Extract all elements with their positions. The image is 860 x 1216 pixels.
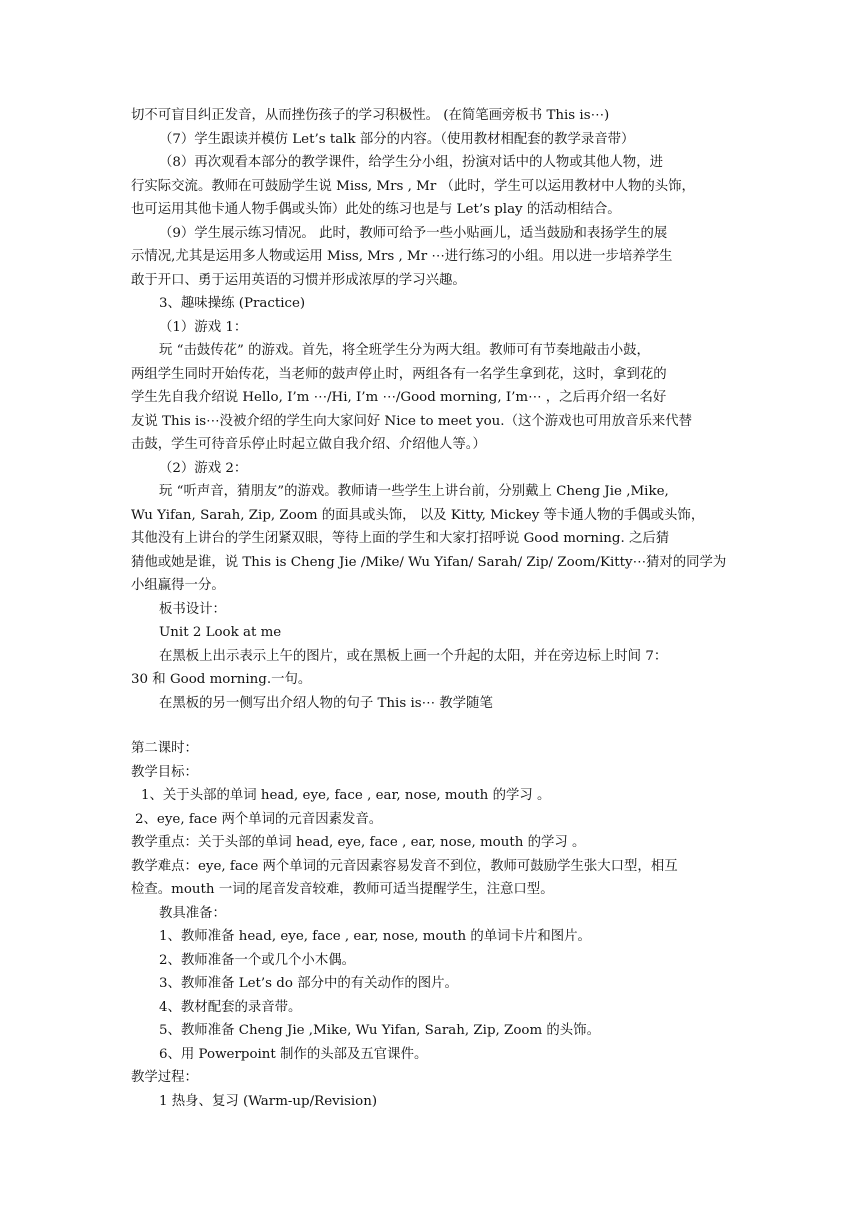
text-line: 30 和 Good morning.一句。 [131, 672, 312, 687]
text-line: （1）游戏 1： [159, 319, 248, 335]
text-line: 教学目标： [131, 764, 198, 780]
text-line: （9）学生展示练习情况。 此时，教师可给予一些小贴画儿，适当鼓励和表扬学生的展 [159, 225, 668, 241]
text-line: Unit 2 Look at me [159, 625, 282, 640]
text-line: 板书设计： [159, 601, 226, 617]
text-line: 4、教材配套的录音带。 [159, 999, 302, 1015]
text-line: 玩 “听声音，猜朋友”的游戏。教师请一些学生上讲台前，分别戴上 Cheng Jie ,Mike, [159, 484, 669, 499]
text-line: 2、教师准备一个或几个小木偶。 [159, 952, 355, 968]
text-line: （7）学生跟读并模仿 Let’s talk 部分的内容。（使用教材相配套的教学录音带） [159, 131, 635, 147]
text-line: 检查。mouth 一词的尾音发音较难，教师可适当提醒学生，注意口型。 [131, 882, 554, 897]
text-line: 友说 This is⋯没被介绍的学生向大家问好 Nice to meet you.（这个游戏也可用放音乐来代替 [131, 413, 693, 429]
text-line: 教学过程： [131, 1070, 198, 1085]
text-line: 玩 “击鼓传花” 的游戏。首先，将全班学生分为两大组。教师可有节奏地敲击小鼓， [159, 343, 650, 358]
text-line: 行实际交流。教师在可鼓励学生说 Miss, Mrs , Mr （此时，学生可以运用教材中人物的头饰， [131, 178, 695, 194]
text-line: 小组赢得一分。 [131, 578, 225, 593]
text-line: 在黑板的另一侧写出介绍人物的句子 This is⋯ 教学随笔 [159, 695, 493, 711]
text-line: 1、教师准备 head, eye, face , ear, nose, mouth 的单词卡片和图片。 [159, 929, 591, 944]
text-line: 敢于开口、勇于运用英语的习惯并形成浓厚的学习兴趣。 [131, 272, 466, 288]
text-line: 6、用 Powerpoint 制作的头部及五官课件。 [159, 1046, 428, 1062]
text-line: 教学重点：关于头部的单词 head, eye, face , ear, nose, mouth 的学习 。 [131, 835, 586, 850]
text-line: （8）再次观看本部分的教学课件，给学生分小组，扮演对话中的人物或其他人物，进 [159, 155, 663, 170]
text-line: 示情况,尤其是运用多人物或运用 Miss, Mrs , Mr ⋯进行练习的小组。用以进一步培养学生 [131, 249, 673, 264]
text-line: 5、教师准备 Cheng Jie ,Mike, Wu Yifan, Sarah, Zip, Zoom 的头饰。 [159, 1023, 600, 1038]
text-line: 其他没有上讲台的学生闭紧双眼，等待上面的学生和大家打招呼说 Good morning. 之后猜 [131, 531, 670, 546]
text-line: 1、关于头部的单词 head, eye, face , ear, nose, mouth 的学习 。 [141, 788, 551, 803]
text-line: 1 热身、复习 (Warm-up/Revision) [159, 1093, 378, 1109]
text-line: 第二课时： [131, 741, 198, 756]
text-line: 学生先自我介绍说 Hello, I’m ⋯/Hi, I’m ⋯/Good morning, I’m⋯ ，之后再介绍一名好 [131, 390, 667, 405]
lesson-one-section [131, 104, 731, 715]
text-line: 3、趣味操练 (Practice) [159, 296, 306, 311]
text-line: 猜他或她是谁，说 This is Cheng Jie /Mike/ Wu Yifan/ Sarah/ Zip/ Zoom/Kitty⋯猜对的同学为 [131, 554, 727, 570]
text-line: 击鼓，学生可待音乐停止时起立做自我介绍、介绍他人等。） [131, 437, 486, 452]
text-line: 在黑板上出示表示上午的图片，或在黑板上画一个升起的太阳，并在旁边标上时间 7： [159, 648, 668, 664]
text-line: 两组学生同时开始传花，当老师的鼓声停止时，两组各有一名学生拿到花，这时，拿到花的 [131, 366, 667, 382]
text-line: 教学难点：eye, face 两个单词的元音因素容易发音不到位，教师可鼓励学生张大口型，相互 [131, 858, 678, 874]
text-line: 也可运用其他卡通人物手偶或头饰）此处的练习也是与 Let’s play 的活动相结合。 [131, 202, 621, 217]
lesson-two-section [131, 737, 731, 1113]
text-line: 2、eye, face 两个单词的元音因素发音。 [135, 811, 383, 827]
text-line: 3、教师准备 Let’s do 部分中的有关动作的图片。 [159, 976, 458, 991]
text-line: Wu Yifan, Sarah, Zip, Zoom 的面具或头饰， 以及 Kitty, Mickey 等卡通人物的手偶或头饰， [131, 507, 705, 523]
text-line: 教具准备： [159, 905, 226, 921]
text-line: 切不可盲目纠正发音，从而挫伤孩子的学习积极性。 (在简笔画旁板书 This is⋯) [131, 108, 610, 123]
text-line: （2）游戏 2： [159, 460, 248, 476]
